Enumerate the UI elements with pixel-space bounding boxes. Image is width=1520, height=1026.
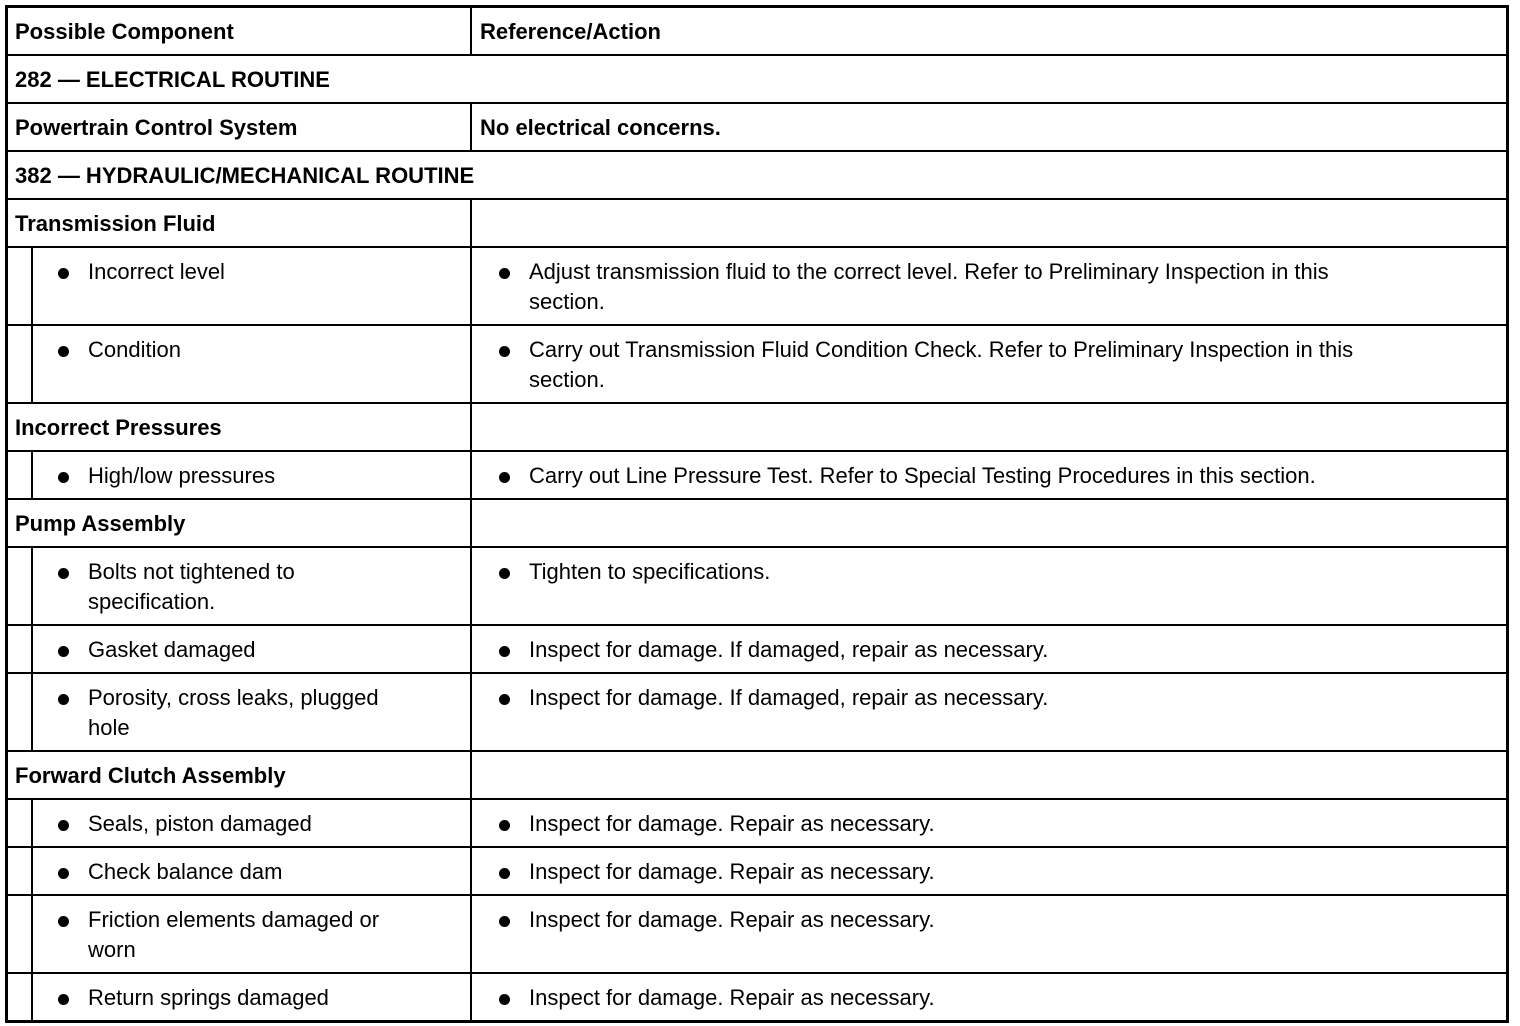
component-label: Gasket damaged [88,637,256,662]
bullet-icon [499,694,510,705]
bullet-icon [58,268,69,279]
component-label: Seals, piston damaged [88,811,312,836]
table-row [8,452,1506,500]
action-label: Inspect for damage. If damaged, repair as necessary. [529,685,1049,710]
action-label: Inspect for damage. Repair as necessary. [529,811,935,836]
component-label-line2: hole [88,715,130,740]
table-row [8,800,1506,848]
action-label: Inspect for damage. Repair as necessary. [529,859,935,884]
indent-rule [31,848,33,894]
action-label-line2: section. [529,289,605,314]
action-label: Tighten to specifications. [529,559,771,584]
bullet-icon [499,868,510,879]
indent-rule [31,896,33,972]
table-row [8,326,1506,404]
group-label: Transmission Fluid [15,211,216,236]
bullet-icon [499,346,510,357]
table-row [8,104,1506,152]
table-row [8,248,1506,326]
component-label: Incorrect level [88,259,225,284]
diagnosis-table [5,5,1509,1023]
table-row [8,626,1506,674]
bullet-icon [58,916,69,927]
bullet-icon [58,820,69,831]
indent-rule [31,452,33,498]
table-row [8,974,1506,1020]
bullet-icon [58,568,69,579]
bullet-icon [58,994,69,1005]
component-label-line1: Bolts not tightened to [88,559,295,584]
indent-rule [31,800,33,846]
action-label: Inspect for damage. If damaged, repair as necessary. [529,637,1049,662]
section-row-hydraulic [8,152,1506,200]
bullet-icon [499,994,510,1005]
group-row-incorrect-pressures [8,404,1506,452]
action-label: Inspect for damage. Repair as necessary. [529,985,935,1010]
indent-rule [31,248,33,324]
action-label-line1: Carry out Transmission Fluid Condition Check. Refer to Preliminary Inspection in this [529,337,1354,362]
group-row-transmission-fluid [8,200,1506,248]
header-component: Possible Component [15,19,234,44]
component-label-line1: Porosity, cross leaks, plugged [88,685,379,710]
component-label: High/low pressures [88,463,276,488]
action-label: Carry out Line Pressure Test. Refer to Special Testing Procedures in this section. [529,463,1316,488]
table-row [8,896,1506,974]
component-label: Check balance dam [88,859,283,884]
component-label: Powertrain Control System [15,115,298,140]
action-label-line2: section. [529,367,605,392]
bullet-icon [499,916,510,927]
bullet-icon [499,820,510,831]
group-row-pump-assembly [8,500,1506,548]
indent-rule [31,974,33,1020]
bullet-icon [58,646,69,657]
section-title-hydraulic: 382 — HYDRAULIC/MECHANICAL ROUTINE [15,163,475,188]
indent-rule [31,674,33,750]
bullet-icon [499,472,510,483]
section-title-electrical: 282 — ELECTRICAL ROUTINE [15,67,330,92]
bullet-icon [58,472,69,483]
table-row [8,674,1506,752]
table-row [8,548,1506,626]
bullet-icon [499,268,510,279]
header-action: Reference/Action [480,19,661,44]
action-label: No electrical concerns. [480,115,721,140]
component-label-line2: worn [88,937,136,962]
bullet-icon [499,568,510,579]
bullet-icon [58,868,69,879]
bullet-icon [58,694,69,705]
action-label: Inspect for damage. Repair as necessary. [529,907,935,932]
action-label-line1: Adjust transmission fluid to the correct level. Refer to Preliminary Inspection in this [529,259,1329,284]
section-row-electrical [8,56,1506,104]
group-row-forward-clutch [8,752,1506,800]
group-label: Pump Assembly [15,511,186,536]
group-label: Incorrect Pressures [15,415,222,440]
group-label: Forward Clutch Assembly [15,763,286,788]
bullet-icon [58,346,69,357]
table-header-row [8,8,1506,56]
indent-rule [31,626,33,672]
component-label: Condition [88,337,181,362]
indent-rule [31,326,33,402]
table-row [8,848,1506,896]
component-label-line2: specification. [88,589,216,614]
indent-rule [31,548,33,624]
component-label-line1: Friction elements damaged or [88,907,380,932]
bullet-icon [499,646,510,657]
component-label: Return springs damaged [88,985,329,1010]
